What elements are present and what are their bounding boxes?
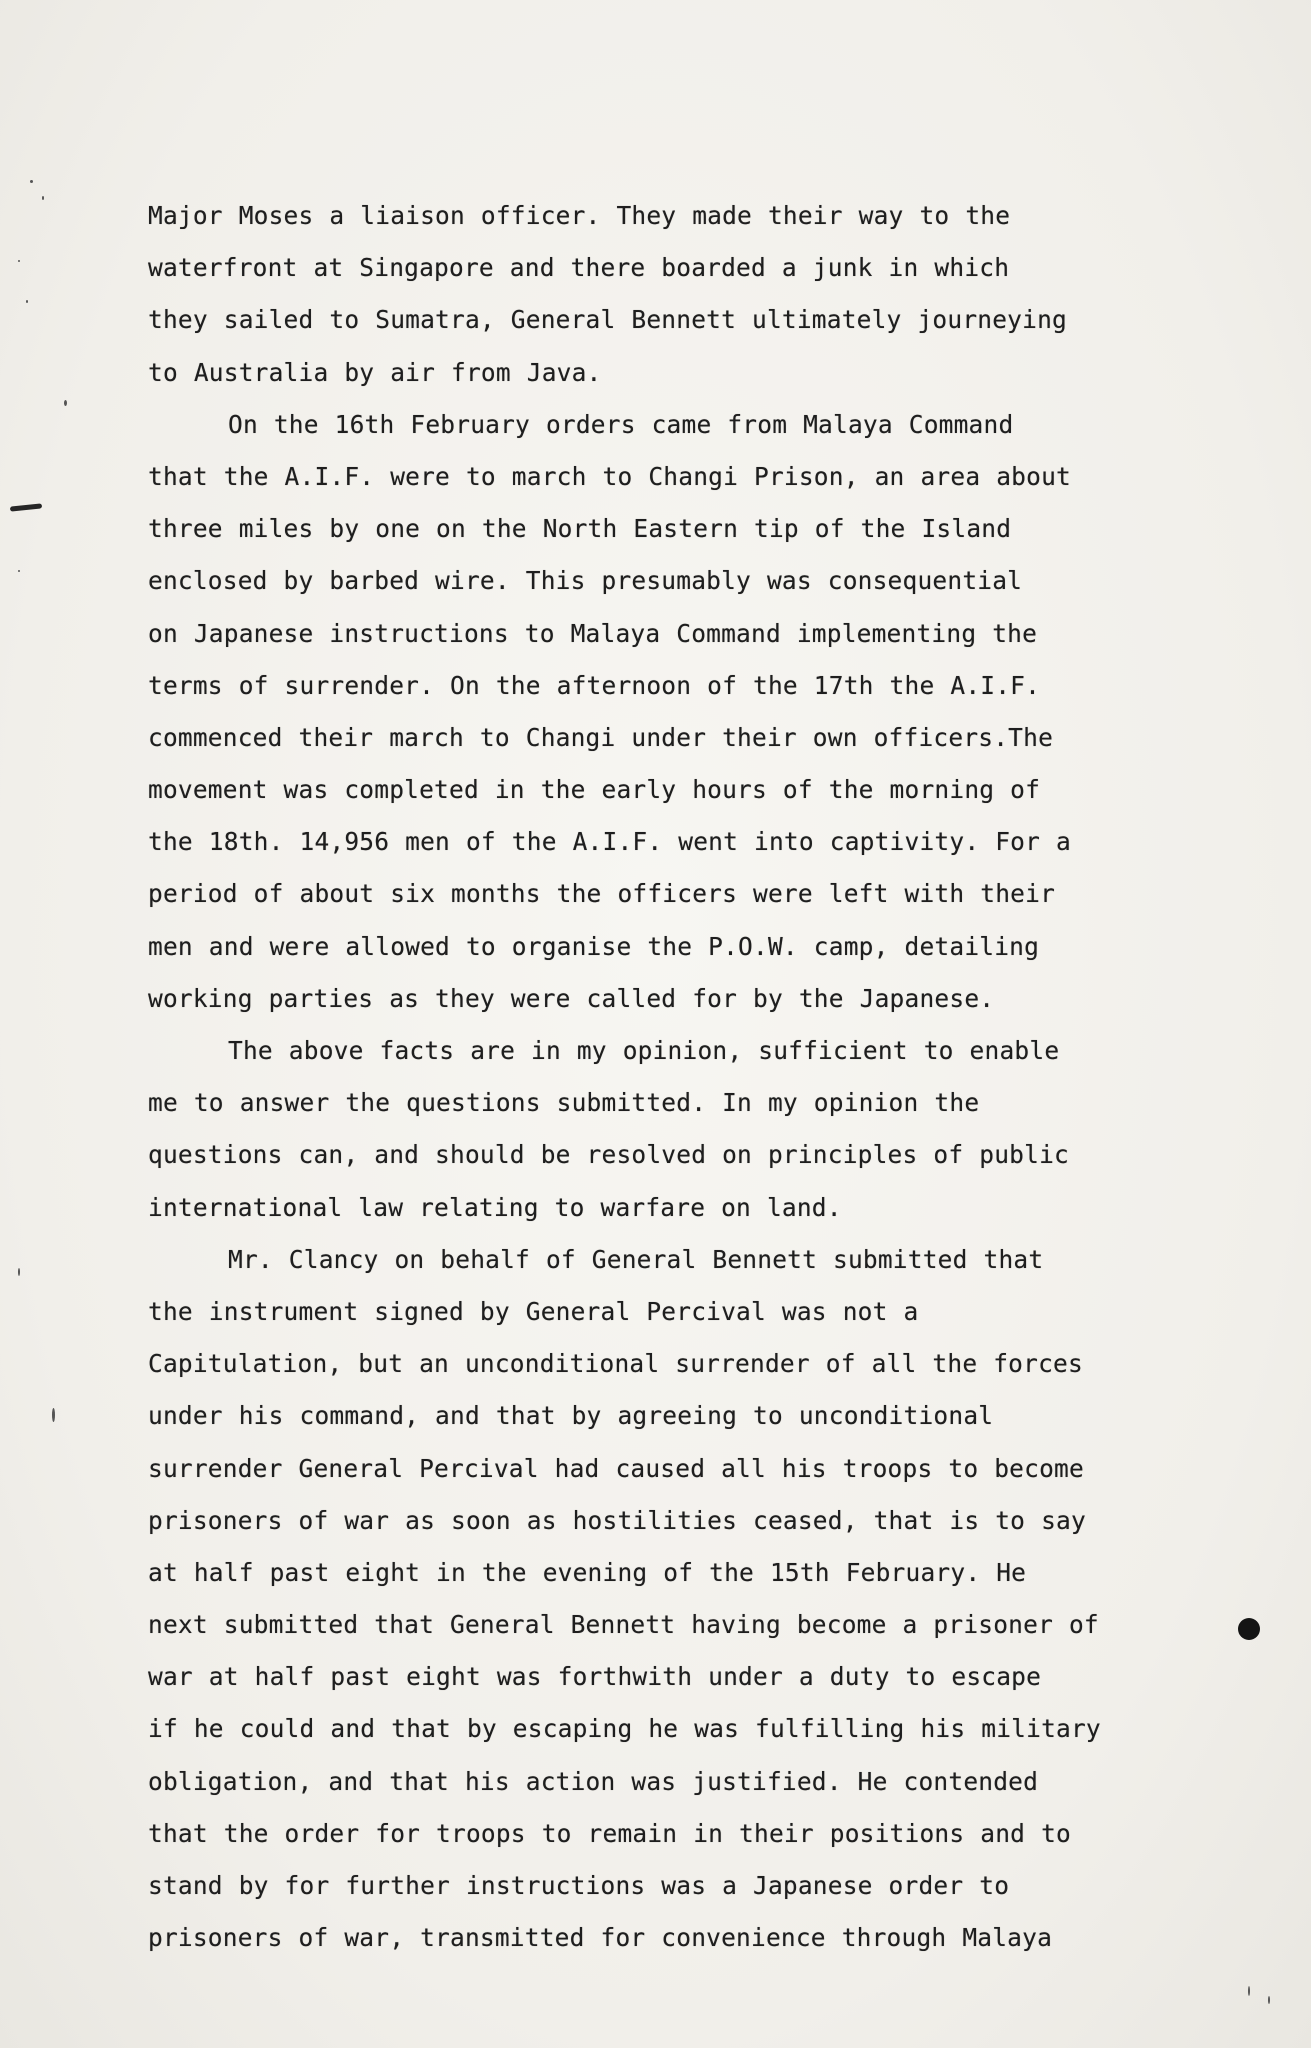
margin-speck — [1248, 1986, 1250, 1996]
margin-speck — [1268, 1996, 1270, 2004]
text-line: on Japanese instructions to Malaya Command implementing the — [148, 618, 1038, 648]
typed-text-block — [148, 190, 1158, 1964]
text-line: me to answer the questions submitted. In my opinion the — [148, 1088, 980, 1118]
text-line: The above facts are in my opinion, sufficient to enable — [228, 1036, 1060, 1065]
text-line: to Australia by air from Java. — [148, 357, 602, 387]
hole-punch-mark — [1238, 1618, 1260, 1640]
text-line: next submitted that General Bennett having become a prisoner of — [148, 1610, 1099, 1640]
text-line: war at half past eight was forthwith under a duty to escape — [148, 1662, 1042, 1692]
text-line: that the A.I.F. were to march to Changi Prison, an area about — [148, 461, 1071, 491]
text-line: under his command, and that by agreeing to unconditional — [148, 1401, 994, 1431]
text-line: surrender General Percival had caused all his troops to become — [148, 1453, 1084, 1483]
margin-speck — [26, 300, 28, 303]
text-line: the 18th. 14,956 men of the A.I.F. went into captivity. For a — [148, 827, 1071, 857]
margin-speck — [18, 570, 20, 572]
margin-speck — [52, 1408, 55, 1422]
text-line: they sailed to Sumatra, General Bennett ultimately journeying — [148, 305, 1067, 335]
text-line: three miles by one on the North Eastern tip of the Island — [148, 514, 1012, 544]
text-line: On the 16th February orders came from Malaya Command — [228, 409, 1014, 439]
margin-dash-mark — [10, 503, 42, 511]
text-line: Major Moses a liaison officer. They made their way to the — [148, 201, 1011, 230]
text-line: working parties as they were called for by the Japanese. — [148, 983, 995, 1013]
text-line: at half past eight in the evening of the 15th February. He — [148, 1557, 1027, 1587]
text-line: the instrument signed by General Percival was not a — [148, 1296, 919, 1326]
margin-speck — [18, 1268, 20, 1276]
margin-speck — [18, 260, 20, 262]
text-line: men and were allowed to organise the P.O.W. camp, detailing — [148, 931, 1040, 961]
text-line: that the order for troops to remain in their positions and to — [148, 1818, 1071, 1848]
text-line: questions can, and should be resolved on principles of public — [148, 1140, 1069, 1170]
text-line: Mr. Clancy on behalf of General Bennett submitted that — [228, 1244, 1044, 1274]
text-line: Capitulation, but an unconditional surrender of all the forces — [148, 1349, 1083, 1379]
text-line: terms of surrender. On the afternoon of the 17th the A.I.F. — [148, 670, 1041, 700]
text-line: commenced their march to Changi under their own officers.The — [148, 722, 1054, 752]
text-line: period of about six months the officers were left with their — [148, 879, 1056, 909]
text-line: obligation, and that his action was justified. He contended — [148, 1766, 1039, 1796]
margin-speck — [42, 196, 44, 200]
text-line: movement was completed in the early hours of the morning of — [148, 775, 1041, 805]
text-line: international law relating to warfare on land. — [148, 1192, 842, 1222]
text-line: prisoners of war, transmitted for convenience through Malaya — [148, 1923, 1053, 1953]
text-line: stand by for further instructions was a Japanese order to — [148, 1871, 1010, 1900]
text-line: if he could and that by escaping he was fulfilling his military — [148, 1714, 1101, 1744]
margin-speck — [64, 400, 67, 406]
margin-speck — [30, 180, 33, 183]
text-line: enclosed by barbed wire. This presumably was consequential — [148, 566, 1023, 596]
text-line: waterfront at Singapore and there boarded a junk in which — [148, 253, 1010, 283]
text-line: prisoners of war as soon as hostilities ceased, that is to say — [148, 1505, 1086, 1535]
